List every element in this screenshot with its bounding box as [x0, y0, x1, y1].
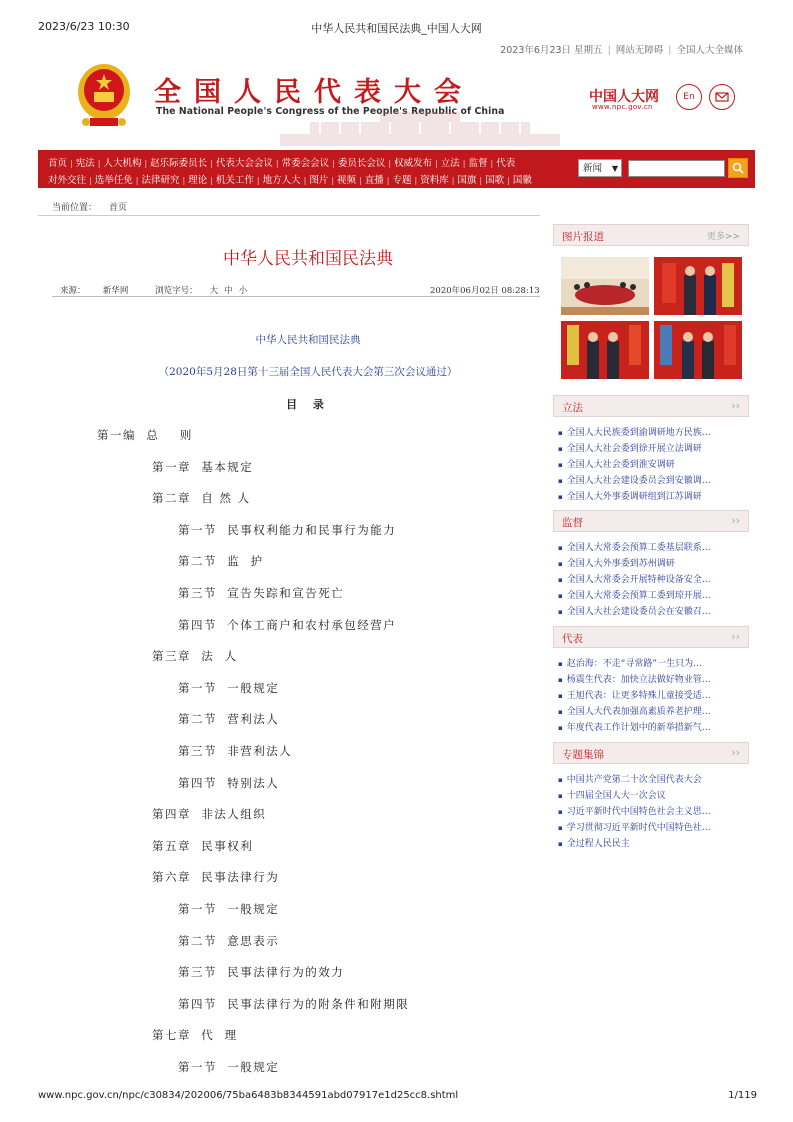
list-item[interactable]: ▪ 全国人大常委会预算工委到琼开展…	[558, 588, 748, 604]
nav-item[interactable]: 宪法	[75, 158, 95, 169]
nav-item[interactable]: 理论	[188, 175, 208, 186]
source-value: 新华网	[102, 286, 129, 296]
toc-heading: 目 录	[286, 398, 330, 411]
media-link[interactable]: 全国人大全媒体	[676, 45, 743, 56]
list-item[interactable]: ▪ 全国人大外事委调研组到江苏调研	[558, 489, 748, 505]
nav-separator: |	[331, 176, 335, 185]
chevron-down-icon: ▼	[611, 164, 618, 173]
main-nav	[38, 150, 755, 188]
list-item[interactable]: ▪ 年度代表工作计划中的新举措新气…	[558, 720, 748, 736]
list-item[interactable]: ▪ 全国人大社会委到淮安调研	[558, 457, 748, 473]
list-item[interactable]: ▪ 全国人大常委会开展特种设备安全…	[558, 572, 748, 588]
list-item[interactable]: ▪ 王旭代表：让更多特殊儿童接受适…	[558, 688, 748, 704]
top-date: 2023年6月23日 星期五	[500, 45, 603, 56]
font-size-medium[interactable]: 中	[224, 286, 233, 296]
mail-button[interactable]	[709, 84, 735, 110]
nav-item[interactable]: 首页	[48, 158, 68, 169]
article-title: 中华人民共和国民法典	[223, 249, 393, 269]
nav-item[interactable]: 法律研究	[141, 175, 180, 186]
nav-separator: |	[210, 176, 213, 185]
toc-item: 第一节 一般规定	[178, 681, 280, 695]
toc-item: 第三节 民事法律行为的效力	[178, 965, 345, 979]
more-arrow-icon[interactable]: ››	[731, 746, 740, 759]
section-header-lifa	[553, 395, 749, 417]
list-item[interactable]: ▪ 学习贯彻习近平新时代中国特色社…	[558, 820, 748, 836]
news-list-daibiao	[558, 656, 748, 736]
toc-item: 第三章 法 人	[152, 649, 238, 663]
nav-item[interactable]: 人大机构	[103, 158, 142, 169]
great-hall-illustration	[280, 108, 560, 146]
toc-item: 第四章 非法人组织	[152, 807, 267, 821]
more-arrow-icon[interactable]: ››	[731, 514, 740, 527]
nav-item[interactable]: 地方人大	[262, 175, 301, 186]
toc-item: 第三节 非营利法人	[178, 744, 293, 758]
toc-item: 第四节 民事法律行为的附条件和附期限	[178, 997, 410, 1011]
toc-item: 第五章 民事权利	[152, 839, 254, 853]
nav-separator: |	[359, 176, 362, 185]
photo-reports-header	[553, 224, 749, 246]
banner-title: 全国人民代表大会	[154, 77, 474, 108]
nav-item[interactable]: 图片	[309, 175, 329, 186]
toc-item: 第二节 意思表示	[178, 934, 280, 948]
photo-reports-more[interactable]: 更多>>	[706, 232, 740, 242]
section-header-jiandu	[553, 510, 749, 532]
toc-item: 第一节 民事权利能力和民事行为能力	[178, 523, 397, 537]
search-category-select[interactable]	[578, 159, 622, 177]
source-label: 来源： 新华网	[60, 286, 129, 296]
banner-subtitle: The National People's Congress of the People's Republic of China	[156, 106, 505, 117]
fontsize-label: 浏览字号：	[155, 286, 198, 296]
nav-item[interactable]: 选举任免	[94, 175, 133, 186]
list-item[interactable]: ▪ 习近平新时代中国特色社会主义思…	[558, 804, 748, 820]
search-category-value: 新闻	[583, 163, 603, 174]
nav-item[interactable]: 国歌	[485, 175, 505, 186]
npc-logo-url: www.npc.gov.cn	[592, 103, 653, 111]
nav-separator: |	[386, 176, 390, 185]
list-item[interactable]: ▪ 十四届全国人大一次会议	[558, 788, 748, 804]
divider	[52, 296, 540, 297]
article-date: 2020年06月02日 08:28:13	[430, 286, 540, 296]
toc-item: 第一编 总 则	[97, 428, 193, 442]
nav-row-2	[48, 172, 532, 186]
nav-item[interactable]: 机关工作	[215, 175, 254, 186]
nav-separator: |	[462, 159, 466, 168]
nav-separator: |	[435, 159, 438, 168]
nav-separator: |	[414, 176, 418, 185]
print-url: www.npc.gov.cn/npc/c30834/202006/75ba6483b8344591abd07917e1d25cc8.shtml	[38, 1090, 459, 1101]
news-list-lifa	[558, 425, 748, 505]
nav-item[interactable]: 权威发布	[394, 158, 433, 169]
news-photo[interactable]	[654, 321, 742, 379]
toc-item: 第七章 代 理	[152, 1028, 238, 1042]
print-page-title: 中华人民共和国民法典_中国人大网	[311, 22, 482, 35]
breadcrumb	[52, 200, 127, 213]
national-emblem-icon	[76, 60, 132, 128]
nav-separator: |	[182, 176, 186, 185]
nav-item[interactable]: 专题	[392, 175, 412, 186]
font-size-small[interactable]: 小	[238, 286, 248, 296]
nav-separator: |	[97, 159, 101, 168]
section-title-jiandu: 监督	[562, 517, 583, 529]
article-meta	[60, 284, 253, 296]
nav-item[interactable]: 对外交往	[48, 175, 87, 186]
english-button[interactable]: En	[676, 84, 702, 110]
nav-item[interactable]: 常委会会议	[281, 158, 330, 169]
divider	[38, 215, 540, 216]
nav-separator: |	[256, 176, 260, 185]
nav-separator: |	[303, 176, 307, 185]
list-item[interactable]: ▪ 全国人大外事委到苏州调研	[558, 556, 748, 572]
npc-logo[interactable]: 中国人大网	[589, 89, 659, 105]
toc-item: 第二章 自 然 人	[152, 491, 251, 505]
nav-separator: |	[479, 176, 483, 185]
nav-separator: |	[332, 159, 335, 168]
mail-icon	[710, 85, 734, 109]
news-list-jiandu	[558, 540, 748, 620]
toc-item: 第一章 基本规定	[152, 460, 254, 474]
accessible-link[interactable]: 网站无障碍	[615, 45, 664, 56]
list-item[interactable]: ▪ 中国共产党第二十次全国代表大会	[558, 772, 748, 788]
section-title-daibiao: 代表	[562, 633, 583, 645]
list-item[interactable]: ▪ 全国人大社会建设委员会到安徽调…	[558, 473, 748, 489]
section-header-zhuanti	[553, 742, 749, 764]
toc-item: 第四节 个体工商户和农村承包经营户	[178, 618, 397, 632]
nav-separator: |	[490, 159, 494, 168]
toc-item: 第二节 监 护	[178, 554, 264, 568]
breadcrumb-home[interactable]: 首页	[109, 203, 128, 213]
section-header-daibiao	[553, 626, 749, 648]
font-size-large[interactable]: 大	[209, 286, 219, 296]
photo-reports-title: 图片报道	[562, 231, 604, 243]
list-item[interactable]: ▪ 赵治海：不走“寻常路”一生只为…	[558, 656, 748, 672]
search-button[interactable]	[728, 158, 748, 178]
list-item[interactable]: ▪ 全国人大民族委到渝调研地方民族…	[558, 425, 748, 441]
toc-item: 第一节 一般规定	[178, 902, 280, 916]
document-title: 中华人民共和国民法典	[255, 334, 361, 346]
document-subtitle: （2020年5月28日第十三届全国人民代表大会第三次会议通过）	[158, 366, 458, 378]
print-page-count: 1/119	[728, 1090, 757, 1101]
nav-separator: |	[135, 176, 139, 185]
nav-separator: |	[144, 159, 148, 168]
nav-row-1	[48, 155, 515, 169]
breadcrumb-label: 当前位置：	[52, 203, 98, 213]
nav-item[interactable]: 视频	[337, 175, 357, 186]
nav-item[interactable]: 委员长会议	[337, 158, 386, 169]
nav-item[interactable]: 国旗	[457, 175, 477, 186]
news-photo[interactable]	[561, 257, 649, 315]
toc-item: 第四节 特别法人	[178, 776, 280, 790]
more-arrow-icon[interactable]: ››	[731, 630, 740, 643]
toc-item: 第三节 宣告失踪和宣告死亡	[178, 586, 345, 600]
print-datetime: 2023/6/23 10:30	[38, 20, 130, 33]
nav-separator: |	[89, 176, 92, 185]
nav-item[interactable]: 国徽	[512, 175, 532, 186]
toc-item: 第六章 民事法律行为	[152, 870, 280, 884]
nav-item[interactable]: 监督	[468, 158, 488, 169]
news-photo[interactable]	[654, 257, 742, 315]
nav-separator: |	[507, 176, 510, 185]
list-item[interactable]: ▪ 全国人大代表加强高素质养老护理…	[558, 704, 748, 720]
nav-item[interactable]: 资料库	[420, 175, 449, 186]
section-title-zhuanti: 专题集锦	[562, 749, 604, 761]
news-photo[interactable]	[561, 321, 649, 379]
toc-item: 第二节 营利法人	[178, 712, 280, 726]
nav-item[interactable]: 直播	[364, 175, 384, 186]
news-list-zhuanti	[558, 772, 748, 852]
search-input[interactable]	[628, 160, 725, 177]
list-item[interactable]: ▪ 全国人大社会委到徐开展立法调研	[558, 441, 748, 457]
search-icon	[732, 162, 744, 174]
top-links: 2023年6月23日 星期五 | 网站无障碍 | 全国人大全媒体	[500, 45, 743, 56]
nav-item[interactable]: 代表	[496, 158, 516, 169]
nav-separator: |	[70, 159, 73, 168]
nav-item[interactable]: 赵乐际委员长	[150, 158, 208, 169]
toc-item: 第一节 一般规定	[178, 1060, 280, 1074]
nav-separator: |	[451, 176, 455, 185]
list-item[interactable]: ▪ 杨震生代表：加快立法做好物业管…	[558, 672, 748, 688]
nav-separator: |	[388, 159, 392, 168]
list-item[interactable]: ▪ 全过程人民民主	[558, 836, 748, 852]
section-title-lifa: 立法	[562, 402, 583, 414]
more-arrow-icon[interactable]: ››	[731, 399, 740, 412]
nav-item[interactable]: 代表大会会议	[215, 158, 273, 169]
list-item[interactable]: ▪ 全国人大社会建设委员会在安徽召…	[558, 604, 748, 620]
list-item[interactable]: ▪ 全国人大常委会预算工委基层联系…	[558, 540, 748, 556]
nav-separator: |	[210, 159, 213, 168]
nav-item[interactable]: 立法	[440, 158, 460, 169]
nav-separator: |	[275, 159, 279, 168]
